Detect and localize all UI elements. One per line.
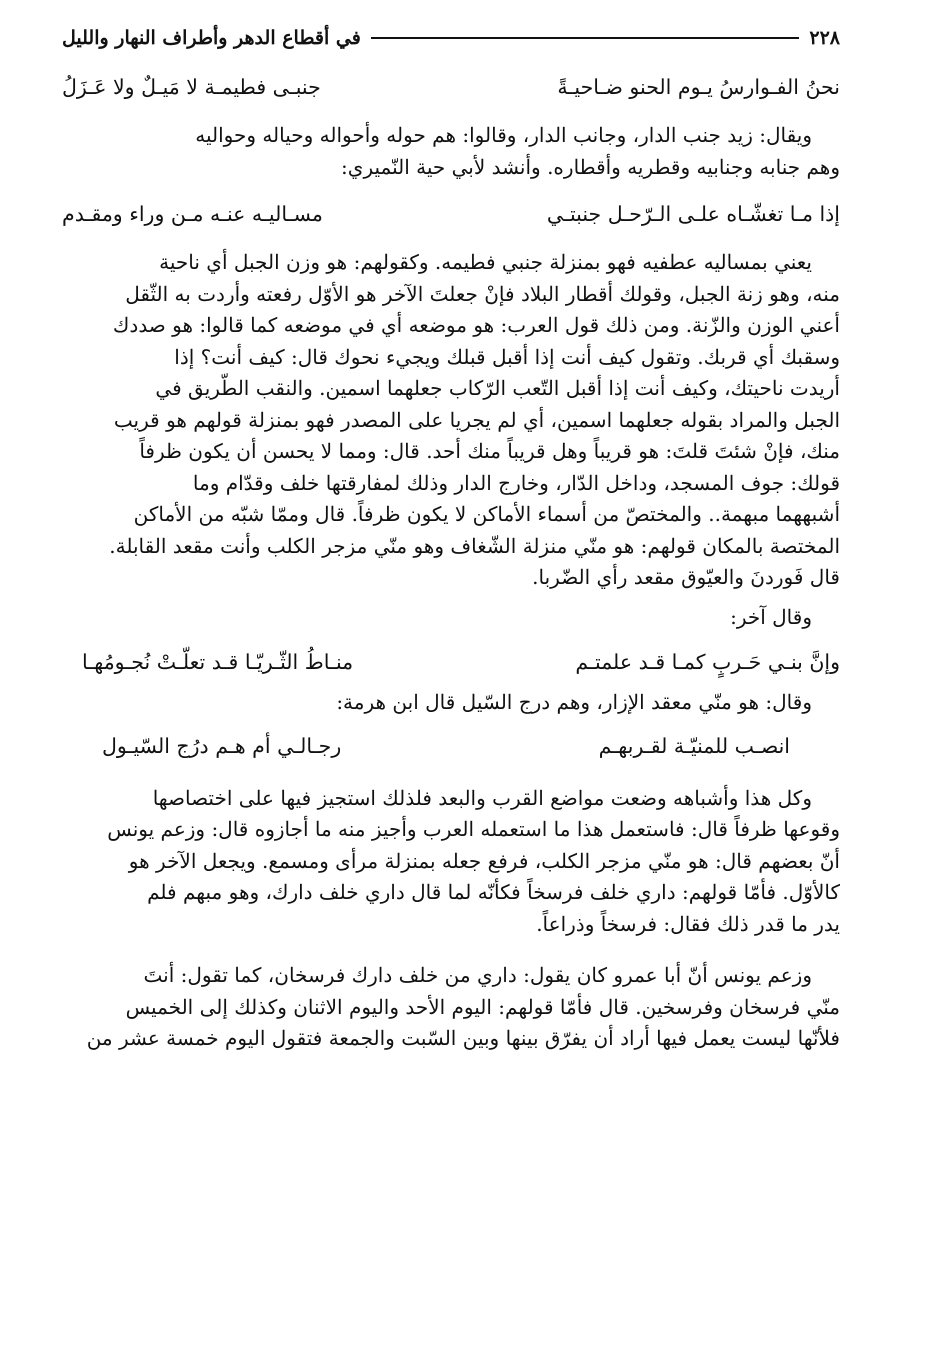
paragraph-3-line: وقال آخر: — [730, 604, 812, 629]
verse-2-first-hemistich: إذا مـا تغشّـاه علـى الـرّحـل جنبتـي — [546, 202, 840, 226]
paragraph-2-line: قال فَوردنَ والعيّوق مقعد رأي الضّربا. — [532, 565, 840, 589]
paragraph-6-line: منّي فرسخان وفرسخين. قال فأمّا قولهم: اليوم الأحد واليوم الاثنان وكذلك إلى الخميس — [125, 994, 840, 1019]
paragraph-4 — [62, 687, 840, 719]
paragraph-2-line: أعني الوزن والزّنة. ومن ذلك قول العرب: هو موضعه أي في موضعه كما قالوا: هو صددك — [112, 313, 840, 337]
paragraph-5-line: يدر ما قدر ذلك فقال: فرسخاً وذراعاً. — [536, 911, 840, 936]
verse-3-second-hemistich: منـاطُ الثّـريّـا قـد تعلّـتْ نُجـومُهـا — [82, 650, 354, 674]
paragraph-2-line: أريدت ناحيتك، وكيف أنت إذا أقبل التّعب الرّكاب جعلهما اسمين. والنقب الطّريق في — [155, 376, 840, 400]
header-rule — [371, 37, 800, 39]
verse-2-second-hemistich: مسـاليـه عنـه مـن وراء ومقـدم — [62, 202, 323, 226]
paragraph-2 — [62, 247, 840, 594]
verse-4-second-hemistich: رجـالـي أم هـم درُج السّيـول — [102, 733, 342, 758]
verse-2 — [62, 199, 840, 229]
paragraph-5-line: وكل هذا وأشباهه وضعت مواضع القرب والبعد فلذلك استجيز فيها على اختصاصها — [152, 785, 812, 810]
verse-3-first-hemistich: وإنَّ بنـي حَـربٍ كمـا قـد علمتـم — [575, 650, 840, 674]
paragraph-6-line: وزعم يونس أنّ أبا عمرو كان يقول: داري من خلف دارك فرسخان، كما تقول: أنتَ — [143, 963, 812, 987]
paragraph-5 — [62, 783, 840, 941]
verse-4-first-hemistich: انصـب للمنيّـة لقـربهـم — [598, 733, 790, 758]
paragraph-2-line: وسقبك أي قربك. وتقول كيف أنت إذا أقبل قبلك ويجيء نحوك قال: كيف أنت؟ إذا — [174, 344, 840, 369]
paragraph-1-line: ويقال: زيد جنب الدار، وجانب الدار، وقالوا: هم حوله وأحواله وحياله وحواليه — [195, 123, 812, 147]
paragraph-2-line: منه، وهو زنة الجبل، وقولك أقطار البلاد فإنْ جعلتَ الآخر هو الأوّل رفعته وأردت به الثّقل — [125, 281, 840, 306]
verse-1-first-hemistich: نحنُ الفـوارسُ يـوم الحنو ضـاحيـةً — [557, 75, 840, 99]
verse-1 — [62, 72, 840, 102]
paragraph-2-line: الجبل والمراد بقوله جعلهما اسمين، أي لم يجريا على المصدر فهو بمنزلة قولهم هو قريب — [113, 407, 840, 432]
verse-4 — [62, 731, 840, 761]
paragraph-5-line: وقوعها ظرفاً قال: فاستعمل هذا ما استعمله العرب وأجيز منه ما أجازوه قال: وزعم يونس — [107, 817, 840, 841]
paragraph-2-line: أشبههما مبهمة.. والمختصّ من أسماء الأماكن لا يكون ظرفاً. قال وممّا شبّه من الأماكن — [133, 502, 840, 526]
verse-1-second-hemistich: جنبـى فطيمـة لا مَيـلٌ ولا عَـزَلُ — [62, 75, 321, 99]
paragraph-2-line: قولك: جوف المسجد، وداخل الدّار، وخارج الدار وذلك لمفارقتها خلف وقدّام وما — [192, 470, 840, 495]
book-page — [62, 24, 840, 1055]
running-header — [62, 24, 840, 52]
paragraph-4-line: وقال: هو منّي معقد الإزار، وهم درج السّيل قال ابن هرمة: — [336, 690, 812, 714]
paragraph-2-line: المختصة بالمكان قولهم: هو منّي منزلة الشّغاف وهو منّي مزجر الكلب وأنت مقعد القابلة. — [109, 533, 840, 558]
verse-3 — [62, 647, 840, 677]
paragraph-5-line: كالأوّل. فأمّا قولهم: داري خلف فرسخاً فكأنّه لما قال داري خلف دارك، وهو مبهم فلم — [147, 880, 840, 904]
running-title: في أقطاع الدهر وأطراف النهار والليل — [62, 27, 361, 49]
paragraph-6 — [62, 960, 840, 1055]
paragraph-2-line: منك، فإنْ شئتَ قلتَ: هو قريباً وهل قريباً منك أحد. قال: ومما لا يحسن أن يكون ظرفاً — [139, 439, 840, 463]
paragraph-1-line: وهم جنابه وجنابيه وقطريه وأقطاره. وأنشد لأبي حية النّميري: — [341, 154, 840, 179]
paragraph-3 — [62, 602, 840, 634]
paragraph-5-line: أنّ بعضهم قال: هو منّي مزجر الكلب، فرفع جعله بمنزلة مرأى ومسمع. ويجعل الآخر هو — [128, 848, 840, 873]
paragraph-1 — [62, 120, 840, 183]
paragraph-2-line: يعني بمساليه عطفيه فهو بمنزلة جنبي فطيمه. وكقولهم: هو وزن الجبل أي ناحية — [159, 250, 812, 274]
paragraph-6-line: فلأنّها ليست يعمل فيها أراد أن يفرّق بينها وبين السّبت والجمعة فتقول اليوم خمسة عشر من — [86, 1026, 840, 1050]
page-number: ٢٢٨ — [809, 27, 840, 49]
